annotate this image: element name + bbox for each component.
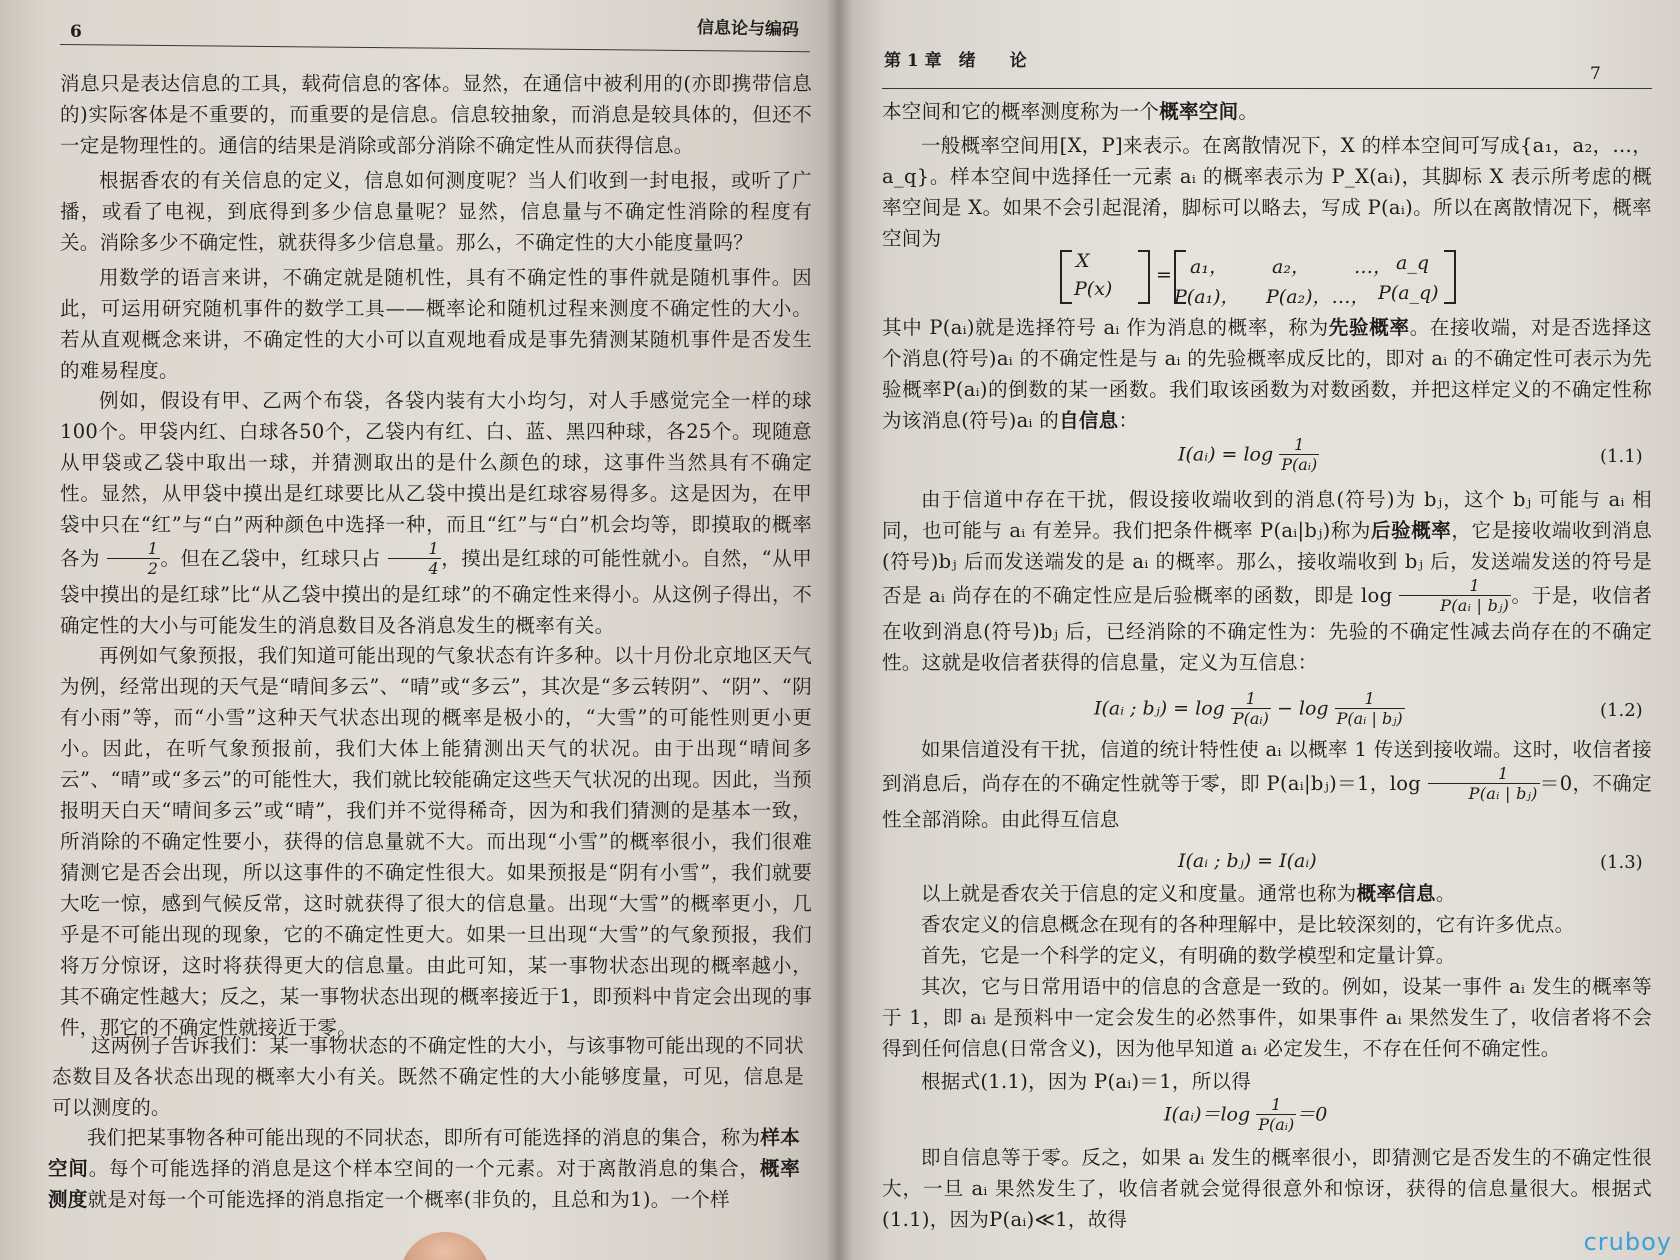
fraction-denominator: P(aᵢ)	[1281, 455, 1318, 474]
term-self-information: 自信息	[1059, 409, 1119, 432]
equation-operator: − log	[1276, 697, 1329, 720]
paragraph-text: ，它是接收端收到消息(符号)bⱼ 后而发送端发的是 aᵢ 的概率。那么，接收端收到 bⱼ 后，发送端发送的符号是否是 aᵢ 尚存在的不确定性应是后验概率的函数，即是 log	[882, 519, 1653, 607]
matrix-cell: P(x)	[1074, 278, 1113, 300]
equation-lhs: I(aᵢ)＝log	[1164, 1103, 1251, 1126]
paragraph-text: 例如，假设有甲、乙两个布袋，各袋内装有大小均匀，对人手感觉完全一样的球100个。甲袋内红、白球各50个，乙袋内有红、白、蓝、黑四种球，各25个。现随意从甲袋或乙袋中取出一球，并猜测取出的是什么颜色的球，这事件当然具有不确定性。显然，从甲袋中摸出是红球要比从乙袋中摸出是红球容易得多。这是因为，在甲袋中只在“红”与“白”两种颜色中选择一种，而且“红”与“白”机会均等，即摸取的概率各为	[60, 389, 812, 570]
paragraph-text: 。	[1238, 100, 1259, 123]
paragraph-text: 。	[1435, 882, 1456, 905]
fraction-quarter	[388, 540, 441, 579]
equation-label: (1.2)	[1600, 700, 1643, 721]
term-probability-space: 概率空间	[1159, 100, 1239, 123]
paragraph-text: 由于信道中存在干扰，假设接收端收到的消息(符号)为 bⱼ，这个 bⱼ 可能与 aᵢ 相同，也可能与 aᵢ 有差异。我们把条件概率 P(aᵢ|bⱼ)称为	[882, 488, 1652, 542]
term-posterior-probability: 后验概率	[1371, 519, 1452, 542]
fraction-numerator: 1	[388, 540, 441, 559]
paragraph	[60, 68, 812, 161]
paragraph	[882, 312, 1652, 436]
left-bracket	[1060, 250, 1072, 304]
paragraph	[882, 909, 1652, 940]
paragraph	[882, 940, 1652, 971]
paragraph-text: 其次，它与日常用语中的信息的含意是一致的。例如，设某一事件 aᵢ 发生的概率等于 1，即 aᵢ 是预料中一定会发生的必然事件，如果事件 aᵢ 果然发生了，收信者将不会得到任何信息(日常含义)，因为他早知道 aᵢ 必定发生，不存在任何不确定性。	[882, 975, 1652, 1060]
paragraph-text: 即自信息等于零。反之，如果 aᵢ 发生的概率很小，即猜测它是否发生的不确定性很大，一旦 aᵢ 果然发生了，收信者就会觉得很意外和惊讶，获得的信息量很大。根据式(1.1)，因为P(aᵢ)≪1，故得	[882, 1146, 1652, 1231]
matrix-cell: P(a₁)，	[1174, 286, 1240, 308]
paragraph-text: 。在接收端，对是否选择这个消息(符号)aᵢ 的不确定性是与 aᵢ 的先验概率成反比的，即对 aᵢ 的不确定性可表示为先验概率P(aᵢ)的倒数的某一函数。我们取该函数为对数函数，并把这样定义的不确定性称为该消息(符号)aᵢ 的	[882, 316, 1652, 432]
paragraph-text: 。每个可能选择的消息是这个样本空间的一个元素。对于离散消息的集合，	[88, 1157, 760, 1180]
paragraph-text: 这两例子告诉我们：某一事物状态的不确定性的大小，与该事物可能出现的不同状态数目及各状态出现的概率大小有关。既然不确定性的大小能够度量，可见，信息是可以测度的。	[52, 1034, 804, 1119]
matrix-cell: a₂，	[1272, 256, 1310, 278]
paragraph	[52, 1030, 804, 1123]
term-sample-space: 样本空间	[48, 1126, 800, 1180]
fraction-denominator: P(aᵢ | bⱼ)	[1440, 596, 1510, 615]
paragraph	[882, 96, 1652, 127]
paragraph	[882, 878, 1652, 909]
matrix-cell: a_q	[1396, 252, 1429, 274]
paragraph-text: 其中 P(aᵢ)就是选择符号 aᵢ 作为消息的概率，称为	[882, 316, 1329, 339]
paragraph	[882, 484, 1652, 678]
fraction	[1335, 690, 1405, 729]
equation-1-1	[1178, 436, 1319, 475]
paragraph	[882, 1142, 1652, 1235]
equation-1-3: I(aᵢ ; bⱼ) = I(aᵢ)	[1178, 850, 1317, 872]
paragraph-text: 如果信道没有干扰，信道的统计特性使 aᵢ 以概率 1 传送到接收端。这时，收信者接到消息后，尚存在的不确定性就等于零，即 P(aᵢ|bⱼ)＝1，log	[882, 738, 1652, 795]
fraction-denominator: 2	[147, 559, 159, 578]
paragraph-text: 。但在乙袋中，红球只占	[160, 547, 381, 570]
equation-label: (1.1)	[1600, 446, 1643, 467]
right-bracket	[1138, 250, 1150, 304]
matrix-cell: X	[1076, 250, 1090, 272]
paragraph-text: 香农定义的信息概念在现有的各种理解中，是比较深刻的，它有许多优点。	[921, 913, 1575, 936]
fraction	[1231, 690, 1271, 729]
fraction	[1399, 577, 1511, 616]
paragraph-text: 本空间和它的概率测度称为一个	[882, 100, 1160, 123]
equation-rhs: ＝0	[1296, 1103, 1328, 1126]
paragraph-text: 。于是，收信者在收到消息(符号)bⱼ 后，已经消除的不确定性为：先验的不确定性减去尚存在的不确定性。这就是收信者获得的信息量，定义为互信息：	[882, 584, 1652, 674]
page-number: 7	[1590, 64, 1601, 84]
paragraph	[882, 734, 1652, 835]
fraction-numerator: 1	[1428, 765, 1540, 784]
header-rule	[60, 44, 810, 52]
equation-self-info-zero	[1164, 1096, 1327, 1135]
fraction-numerator: 1	[1399, 577, 1511, 596]
paragraph-text: 我们把某事物各种可能出现的不同状态，即所有可能选择的消息的集合，称为	[87, 1126, 761, 1149]
paragraph	[60, 385, 812, 641]
fraction-half	[107, 540, 160, 579]
paragraph-text: ＝0，不确定性全部消除。由此得互信息	[882, 772, 1652, 831]
term-probability-information: 概率信息	[1356, 882, 1436, 905]
fraction	[1256, 1096, 1296, 1135]
paragraph-text: 以上就是香农关于信息的定义和度量。通常也称为	[921, 882, 1357, 905]
fraction-numerator: 1	[1231, 690, 1271, 709]
paragraph-text: 消息只是表达信息的工具，载荷信息的客体。显然，在通信中被利用的(亦即携带信息的)实际客体是不重要的，而重要的是信息。信息较抽象，而消息是较具体的，但还不一定是物理性的。通信的结果是消除或部分消除不确定性从而获得信息。	[60, 72, 812, 157]
fraction	[1428, 765, 1540, 804]
right-bracket	[1444, 250, 1456, 304]
fraction-numerator: 1	[107, 540, 160, 559]
paragraph	[882, 971, 1652, 1064]
left-page	[0, 0, 838, 1260]
paragraph	[882, 1066, 1652, 1097]
paragraph	[48, 1122, 800, 1215]
paragraph-text: 首先，它是一个科学的定义，有明确的数学模型和定量计算。	[921, 944, 1456, 967]
matrix-cell: P(a_q)	[1378, 282, 1439, 304]
fraction-denominator: P(aᵢ)	[1232, 709, 1269, 728]
page-number: 6	[70, 22, 82, 42]
fraction-numerator: 1	[1256, 1096, 1296, 1115]
equals-sign: =	[1156, 264, 1172, 286]
paragraph-text: 用数学的语言来讲，不确定就是随机性，具有不确定性的事件就是随机事件。因此，可运用研究随机事件的数学工具——概率论和随机过程来测度不确定性的大小。若从直观概念来讲，不确定性的大小可以直观地看成是事先猜测某随机事件是否发生的难易程度。	[60, 266, 812, 382]
equation-lhs: I(aᵢ) = log	[1178, 443, 1274, 466]
running-title: 信息论与编码	[696, 17, 800, 41]
watermark: cruboy	[1583, 1228, 1672, 1256]
book-gutter	[826, 0, 852, 1260]
chapter-heading: 第 1 章 绪 论	[884, 51, 1027, 71]
fraction	[1279, 436, 1319, 475]
paragraph	[60, 165, 812, 258]
paragraph	[882, 130, 1652, 254]
paragraph-text: 再例如气象预报，我们知道可能出现的气象状态有许多种。以十月份北京地区天气为例，经常出现的天气是“晴间多云”、“晴”或“多云”，其次是“多云转阴”、“阴”、“阴有小雨”等，而“小雪”这种天气状态出现的概率是极小的，“大雪”的可能性则更小更小。因此，在听气象预报前，我们大体上能猜测出天气的状况。由于出现“晴间多云”、“晴”或“多云”的可能性大，我们就比较能确定这些天气状况的出现。因此，当预报明天白天“晴间多云”或“晴”，我们并不觉得稀奇，因为和我们猜测的是基本一致，所消除的不确定性要小，获得的信息量就不大。而出现“小雪”的概率很小，我们很难猜测它是否会出现，所以这事件的不确定性很大。如果预报是“阴有小雪”，我们就要大吃一惊，感到气候反常，这时就获得了很大的信息量。出现“大雪”的概率更小，几乎是不可能出现的现象，它的不确定性更大。如果一旦出现“大雪”的气象预报，我们将万分惊讶，这时将获得更大的信息量。由此可知，某一事物状态出现的概率越小，其不确定性越大；反之，某一事物状态出现的概率接近于1，即预料中肯定会出现的事件，那它的不确定性就接近于零。	[60, 644, 812, 1039]
fraction-denominator: 4	[428, 559, 440, 578]
matrix-cell: a₁，	[1190, 256, 1228, 278]
matrix-cell: P(a₂)，…，	[1266, 286, 1370, 308]
equation-lhs: I(aᵢ ; bⱼ) = log	[1094, 697, 1225, 720]
fraction-numerator: 1	[1279, 436, 1319, 455]
fraction-numerator: 1	[1335, 690, 1405, 709]
paragraph-text: 一般概率空间用[X，P]来表示。在离散情况下，X 的样本空间可写成{a₁，a₂，…，a_q}。样本空间中选择任一元素 aᵢ 的概率表示为 P_X(aᵢ)，其脚标 X 表示所考虑的概率空间是 X。如果不会引起混淆，脚标可以略去，写成 P(aᵢ)。所以在离散情况下，概率空间为	[882, 134, 1652, 250]
paragraph-text: 根据式(1.1)，因为 P(aᵢ)＝1，所以得	[921, 1070, 1252, 1093]
fraction-denominator: P(aᵢ | bⱼ)	[1468, 784, 1538, 803]
term-prior-probability: 先验概率	[1328, 316, 1410, 339]
paragraph-text: ，摸出是红球的可能性就小。自然，“从甲袋中摸出的是红球”比“从乙袋中摸出的是红球”的不确定性来得小。从这例子得出，不确定性的大小与可能发生的消息数目及各消息发生的概率有关。	[60, 547, 813, 637]
equation-label: (1.3)	[1600, 852, 1643, 873]
thumb	[400, 1232, 490, 1260]
term-probability-measure: 概率测度	[48, 1157, 800, 1211]
header-rule	[882, 88, 1652, 89]
paragraph-text: 就是对每一个可能选择的消息指定一个概率(非负的，且总和为1)。一个样	[87, 1188, 730, 1211]
paragraph-text: ：	[1118, 409, 1139, 432]
fraction-denominator: P(aᵢ)	[1258, 1115, 1295, 1134]
paragraph-text: 根据香农的有关信息的定义，信息如何测度呢？当人们收到一封电报，或听了广播，或看了电视，到底得到多少信息量呢？显然，信息量与不确定性消除的程度有关。消除多少不确定性，就获得多少信息量。那么，不确定性的大小能度量吗？	[60, 169, 812, 254]
paragraph	[60, 262, 812, 386]
right-page	[838, 0, 1680, 1260]
equation-1-2	[1094, 690, 1405, 729]
matrix-cell: …，	[1354, 256, 1393, 278]
paragraph	[60, 640, 812, 1043]
fraction-denominator: P(aᵢ | bⱼ)	[1336, 709, 1403, 728]
